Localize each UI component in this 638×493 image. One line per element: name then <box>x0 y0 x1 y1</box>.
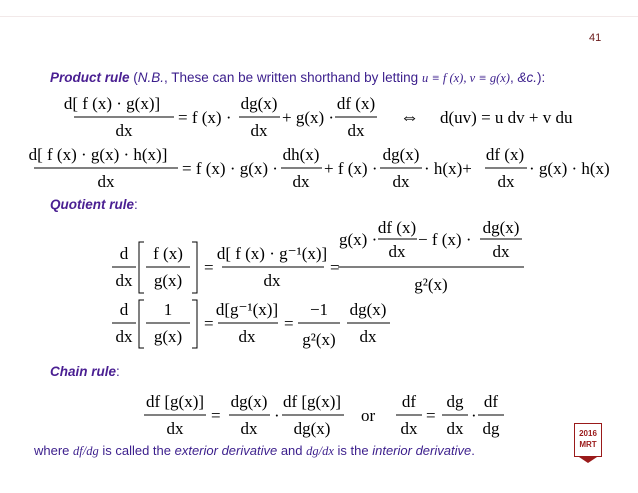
chain-rule-title: Chain rule <box>50 364 117 379</box>
eq-numerator: dg(x) <box>230 392 268 411</box>
right-denominator-1: dx <box>388 242 406 261</box>
note-sep: , <box>509 70 518 85</box>
eq-denominator: dg(x) <box>293 419 331 438</box>
footer-note <box>34 443 475 459</box>
product-rule-heading <box>50 70 545 86</box>
eq-denominator: dx <box>392 172 410 191</box>
middle-numerator: d[ f (x) · g⁻¹(x)] <box>216 244 328 263</box>
footer-text: is the <box>333 443 373 458</box>
equals-sign: = <box>204 314 214 333</box>
quotient-rule-title: Quotient rule <box>50 197 134 212</box>
eq-lhs-numerator: d[ f (x) · g(x) · h(x)] <box>28 145 168 164</box>
chain-rule-heading <box>50 364 120 379</box>
right-term: g(x) · <box>339 230 378 249</box>
d-operator: d <box>119 300 129 319</box>
eq-denominator: dx <box>292 172 310 191</box>
short-denominator: dx <box>400 419 418 438</box>
heading-colon: : <box>116 364 120 379</box>
inner-numerator: 1 <box>163 300 173 319</box>
shorthand-equation: d(uv) = u dv + v du <box>440 108 573 127</box>
short-numerator-2: df <box>483 392 499 411</box>
or-word: or <box>361 406 376 425</box>
badge-initials: MRT <box>579 440 597 449</box>
dx-operator: dx <box>115 271 133 290</box>
equals-sign: = <box>426 406 436 425</box>
eq-lhs-denominator: dx <box>166 419 184 438</box>
short-numerator-1: dg <box>446 392 464 411</box>
eq-denominator: dx <box>240 419 258 438</box>
eq-lhs-numerator: d[ f (x) · g(x)] <box>63 94 161 113</box>
eq-numerator: dh(x) <box>282 145 320 164</box>
chain-rule-equation <box>140 390 520 442</box>
dx-operator: dx <box>115 327 133 346</box>
eq-lhs-denominator: dx <box>97 172 115 191</box>
equals-sign: = <box>204 258 214 277</box>
eq-term: + g(x) · <box>282 108 335 127</box>
eq-numerator: df (x) <box>485 145 525 164</box>
eq-term: · g(x) · h(x) <box>529 159 610 178</box>
equals-sign: = <box>211 406 221 425</box>
short-denominator-1: dx <box>446 419 464 438</box>
quotient-rule-equation-1 <box>110 220 550 300</box>
product-rule-title: Product rule <box>50 70 130 85</box>
middle-numerator: d[g⁻¹(x)] <box>215 300 279 319</box>
note-close: ): <box>536 70 546 85</box>
footer-text: . <box>471 443 475 458</box>
exterior-derivative-term: exterior derivative <box>174 443 278 458</box>
right-denominator-2: dx <box>492 242 510 261</box>
inner-denominator: g(x) <box>153 271 183 290</box>
d-operator: d <box>119 244 129 263</box>
page-number: 41 <box>589 32 602 44</box>
eq-term: · h(x)+ <box>424 159 472 178</box>
equals-sign: = <box>330 258 340 277</box>
year-badge <box>574 423 602 457</box>
eq-denominator: dx <box>250 121 268 140</box>
nb-text: N.B. <box>137 70 165 85</box>
right-numerator-2: dg(x) <box>482 218 520 237</box>
right-denominator: g²(x) <box>302 330 336 349</box>
quotient-rule-equation-2 <box>110 296 430 354</box>
eq-term: = f (x) · g(x) · <box>182 159 278 178</box>
right-term: − f (x) · <box>418 230 472 249</box>
eq-numerator: dg(x) <box>382 145 420 164</box>
badge-year: 2016 <box>579 429 597 438</box>
eq-denominator: dx <box>497 172 515 191</box>
product-rule-equation-2 <box>30 143 610 191</box>
footer-text: is called the <box>98 443 175 458</box>
interior-derivative-term: interior derivative <box>372 443 472 458</box>
eq-numerator: dg(x) <box>240 94 278 113</box>
eq-lhs-numerator: df [g(x)] <box>145 392 205 411</box>
note-math: u ≡ f (x), v ≡ g(x) <box>421 71 510 85</box>
footer-text: where <box>34 443 74 458</box>
right-numerator-1: df (x) <box>377 218 417 237</box>
inner-numerator: f (x) <box>153 244 183 263</box>
product-rule-equation-1 <box>63 92 590 140</box>
quotient-rule-heading <box>50 197 138 212</box>
right-denominator-2: dx <box>359 327 377 346</box>
note-open: ( <box>129 70 138 85</box>
note-etc: &c. <box>517 70 537 85</box>
right-numerator: −1 <box>309 300 329 319</box>
short-denominator-2: dg <box>482 419 500 438</box>
eq-term: + f (x) · <box>324 159 378 178</box>
badge-pointer <box>579 457 597 463</box>
equals-sign: = <box>284 314 294 333</box>
footer-math: df/dg <box>73 444 99 458</box>
top-rule <box>0 16 638 17</box>
dot-operator: · <box>274 406 280 425</box>
eq-term: = f (x) · <box>178 108 232 127</box>
eq-lhs-denominator: dx <box>115 121 133 140</box>
footer-math: dg/dx <box>306 444 334 458</box>
heading-colon: : <box>134 197 138 212</box>
right-numerator-2: dg(x) <box>349 300 387 319</box>
footer-text: and <box>277 443 307 458</box>
eq-numerator: df [g(x)] <box>282 392 342 411</box>
dot-operator: · <box>471 406 477 425</box>
right-denominator: g²(x) <box>414 275 448 294</box>
eq-denominator: dx <box>347 121 365 140</box>
middle-denominator: dx <box>263 271 281 290</box>
eq-numerator: df (x) <box>336 94 376 113</box>
short-numerator: df <box>401 392 417 411</box>
iff-symbol: ⇔ <box>400 107 419 128</box>
inner-denominator: g(x) <box>153 327 183 346</box>
note-text: , These can be written shorthand by letting <box>164 70 422 85</box>
middle-denominator: dx <box>238 327 256 346</box>
